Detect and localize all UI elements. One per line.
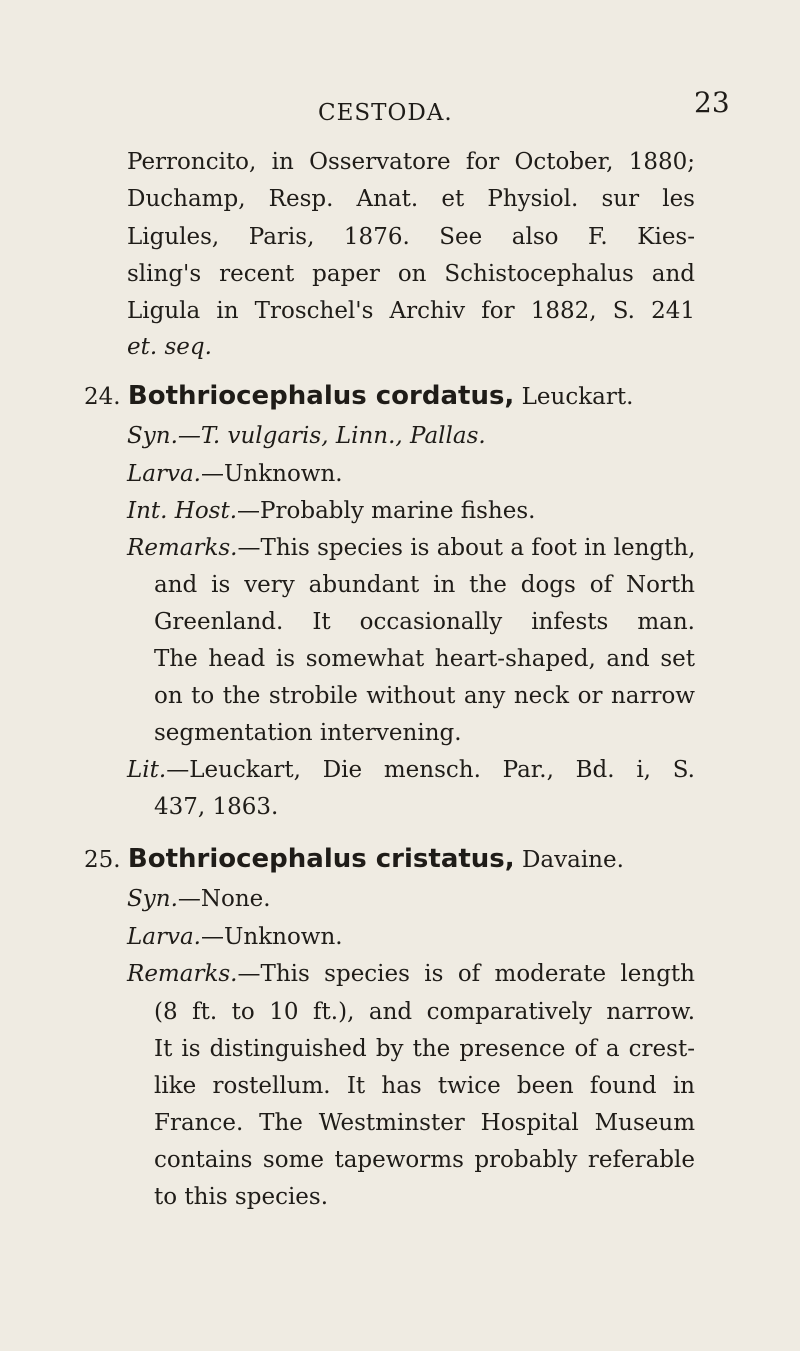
remarks-line-1 — [127, 532, 695, 564]
lit-text: —Leuckart, Die mensch. Par., Bd. i, S. — [166, 757, 695, 783]
entry-number: 24. — [84, 384, 121, 410]
remarks-line-6: contains some tapeworms probably referable — [154, 1147, 695, 1173]
entry-heading — [84, 380, 633, 413]
host-line — [127, 495, 535, 527]
remarks-line-7: to this species. — [154, 1184, 329, 1210]
entry-number: 25. — [84, 847, 121, 873]
remarks-line-2: (8 ft. to 10 ft.), and comparatively narrow. — [154, 999, 695, 1025]
continuation-line-3: Ligules, Paris, 1876. See also F. Kies- — [127, 224, 695, 250]
syn-text: —None. — [177, 886, 271, 912]
remarks-line-3: Greenland. It occasionally infests man. — [154, 609, 695, 635]
host-text: —Probably marine fishes. — [237, 498, 536, 524]
synonym-line — [127, 883, 271, 915]
larva-label: Larva. — [127, 461, 201, 487]
continuation-line-4: sling's recent paper on Schistocephalus and — [127, 261, 695, 287]
remarks-text: —This species is of moderate length — [237, 961, 695, 987]
remarks-line-2: and is very abundant in the dogs of North — [154, 572, 695, 598]
larva-label: Larva. — [127, 924, 201, 950]
remarks-line-1 — [127, 958, 695, 990]
remarks-line-4: like rostellum. It has twice been found in — [154, 1073, 695, 1099]
synonym-line — [127, 420, 486, 452]
species-authority: Davaine. — [521, 847, 624, 873]
running-title: CESTODA. — [318, 100, 453, 126]
literature-line-1 — [127, 754, 695, 786]
larva-text: —Unknown. — [201, 924, 343, 950]
page-number: 23 — [694, 86, 730, 119]
remarks-text: —This species is about a foot in length, — [237, 535, 696, 561]
remarks-line-3: It is distinguished by the presence of a crest- — [154, 1036, 695, 1062]
host-label: Int. Host. — [127, 498, 238, 524]
remarks-line-5: France. The Westminster Hospital Museum — [154, 1110, 695, 1136]
continuation-line-5: Ligula in Troschel's Archiv for 1882, S. 241 — [127, 298, 695, 324]
larva-text: —Unknown. — [201, 461, 343, 487]
continuation-line-6: et. seq. — [127, 334, 212, 360]
remarks-line-5: on to the strobile without any neck or narrow — [154, 683, 695, 709]
remarks-label: Remarks. — [127, 535, 238, 561]
lit-label: Lit. — [127, 757, 167, 783]
syn-label: Syn. — [127, 423, 178, 449]
remarks-label: Remarks. — [127, 961, 238, 987]
larva-line — [127, 458, 343, 490]
species-name: Bothriocephalus cordatus, — [127, 381, 515, 411]
continuation-line-2: Duchamp, Resp. Anat. et Physiol. sur les — [127, 186, 695, 212]
literature-line-2: 437, 1863. — [154, 794, 279, 820]
syn-label: Syn. — [127, 886, 178, 912]
continuation-line-1: Perroncito, in Osservatore for October, 1880; — [127, 149, 695, 175]
entry-heading — [84, 843, 624, 876]
species-name: Bothriocephalus cristatus, — [127, 844, 515, 874]
syn-text: —T. vulgaris, Linn., Pallas. — [177, 423, 486, 449]
remarks-line-4: The head is somewhat heart-shaped, and set — [154, 646, 695, 672]
remarks-line-6: segmentation intervening. — [154, 720, 462, 746]
larva-line — [127, 921, 343, 953]
species-authority: Leuckart. — [521, 384, 634, 410]
